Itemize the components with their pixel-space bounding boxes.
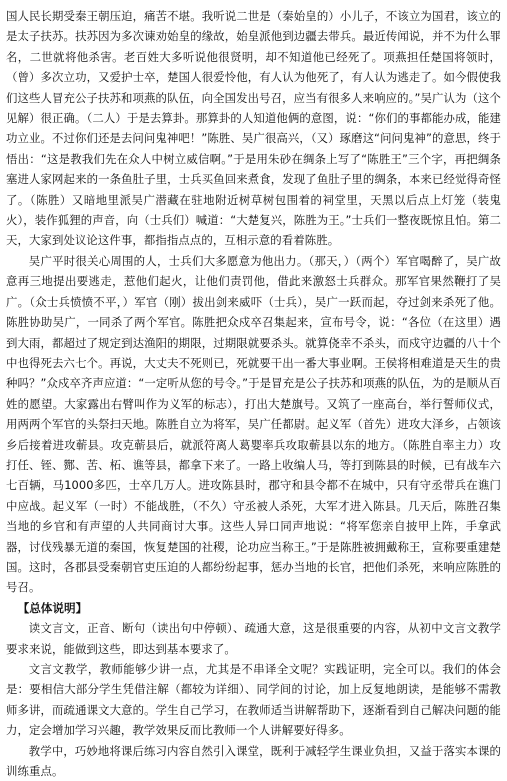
summary-paragraph-1: 读文言文，正音、断句（读出句中停顿）、疏通大意，这是很重要的内容，从初中文言文教学要求来说，能做到这些，即达到基本要求了。 (6, 621, 501, 656)
translation-paragraph-1: 国人民长期受秦王朝压迫，痛苦不堪。我听说二世是（秦始皇的）小儿子，不该立为国君，该立的是太子扶苏。扶苏因为多次谏劝始皇的缘故，始皇派他到边疆去带兵。最近传闻说，并不为什么罪名，二世就将他杀害。老百姓大多听说他很贤明，却不知道他已经死了。项燕担任楚国将领时，（曾）多次立功，又爱护士卒，楚国人很爱怜他，有人认为他死了，有人认为逃走了。如今假使我们这些人冒充公子扶苏和项燕的队伍，向全国发出号召，应当有很多人来响应的。”吴广认为（这个见解）很正确。（二人）于是去算卦。那算卦的人知道他俩的意图，说：“你们的事都能办成，能建功立业。不过你们还是去问问鬼神吧！”陈胜、吴广很高兴，（又）琢磨这“问问鬼神”的意思，终于悟出：“这是教我们先在众人中树立威信啊。”于是用朱砂在绸条上写了“陈胜王”三个字，再把绸条塞进人家网起来的一条鱼肚子里，士兵买鱼回来煮食，发现了鱼肚子里的绸条，本来已经觉得奇怪了。（陈胜）又暗地里派吴广潜藏在驻地附近树草树包围着的祠堂里，天黑以后点上灯笼（装鬼火），装作狐狸的声音，向（士兵们）喊道：“大楚复兴，陈胜为王。”士兵们一整夜既惊且怕。第二天，大家到处议论这件事，都指指点点的，互相示意的看着陈胜。 (6, 9, 501, 248)
section-heading-summary: 【总体说明】 (17, 600, 88, 615)
summary-paragraph-3: 教学中，巧妙地将课后练习内容自然引入课堂，既利于减轻学生课业负担，又益于落实本课的训练重点。 (6, 743, 501, 779)
summary-paragraph-2: 文言文教学，教师能够少讲一点，尤其是不串译全文呢？实践证明，完全可以。我们的体会是：要相信大部分学生凭借注解（都较为详细）、同学间的讨论，加上反复地朗读，是能够不需教师多讲，而疏通课文大意的。学生自己学习，在教师适当讲解帮助下，逐渐看到自己解决问题的能力，定会增加学习兴趣，教学效果反而比教师一个人讲解要好得多。 (6, 662, 501, 738)
translation-paragraph-2: 吴广平时很关心周围的人，士兵们大多愿意为他出力。（那天，）（两个）军官喝醉了，吴广故意再三地提出要逃走，惹他们起火，让他们责罚他，借此来激怒士兵群众。那军官果然鞭打了吴广。（众士兵愤愤不平，）军官（刚）拔出剑来威吓（士兵），吴广一跃而起，夺过剑来杀死了他。陈胜协助吴广，一同杀了两个军官。陈胜把众戍卒召集起来，宣布号令，说：“各位（在这里）遇到大雨，都超过了规定到达渔阳的期限，过期限就要杀头。就算侥幸不杀头，而戍守边疆的八十个中也得死去六七个。再说，大丈夫不死则已，死就要干出一番大事业啊。王侯将相难道是天生的贵种吗？”众戍卒齐声应道：“一定听从您的号令。”于是冒充是公子扶苏和项燕的队伍，为的是顺从百姓的愿望。大家露出右臂叫作为义军的标志），打出大楚旗号。又筑了一座高台，举行誓师仪式，用两两个军官的头祭扫天地。陈胜自立为将军，吴广任都尉。起义军（首先）进攻大泽乡，占领该乡后接着进攻蕲县。攻克蕲县后，就派符离人葛婴率兵攻取蕲县以东的地方。（陈胜自率主力）攻打任、铚、酂、苦、柘、谯等县，都拿下来了。一路上收编人马，等打到陈县的时候，已有战车六七百辆，马1000多匹，士卒几万人。进攻陈县时，郡守和县令都不在城中，只有守丞带兵在谯门中应战。起义军（一时）不能战胜，（不久）守丞被人杀死，大军才进入陈县。几天后，陈胜召集当地的乡官和有声望的人共同商讨大事。这些人异口同声地说：“将军您亲自披甲上阵，手拿武器，讨伐残暴无道的秦国，恢复楚国的社稷，论功应当称王。”于是陈胜被拥戴称王，宣称要重建楚国。这时，各郡县受秦朝官吏压迫的人都纷纷起事，惩办当地的长官，把他们杀死，来响应陈胜的号召。 (6, 253, 501, 595)
